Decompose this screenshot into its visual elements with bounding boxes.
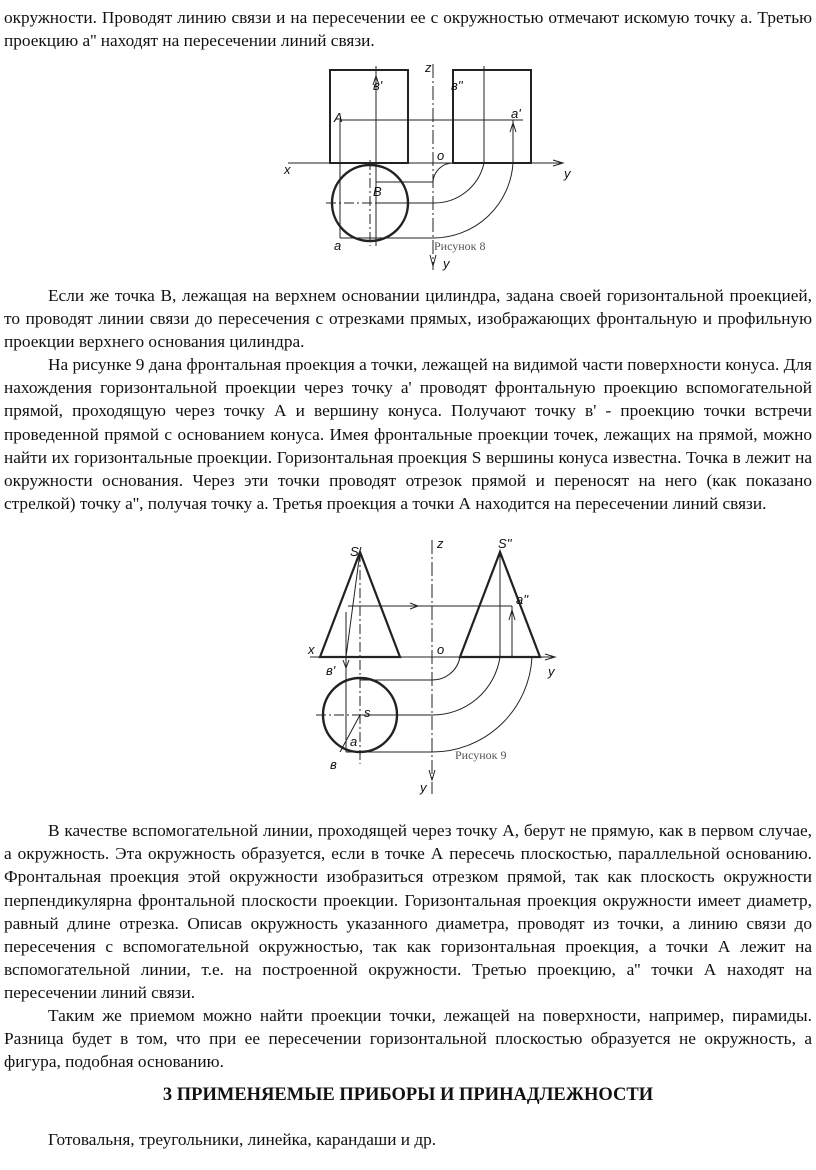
fig8-label-x: x <box>284 162 291 177</box>
fig8-label-b1: в' <box>373 78 383 93</box>
fig9-label-o: o <box>437 642 445 657</box>
fig9-label-b: в <box>330 757 337 772</box>
paragraph-pyramid: Таким же приемом можно найти проекции точки, лежащей на поверхности, например, пирамиды. Разница будет в том, что при ее пересечении горизонтальной плоскостью образуется не окружность, а фигура, подобная основанию. <box>4 1006 812 1072</box>
fig9-label-s2: S'' <box>498 536 512 551</box>
figure-9-drawing <box>300 532 570 804</box>
fig8-label-z: z <box>425 60 432 75</box>
fig8-label-b2: в'' <box>451 78 463 93</box>
figure-8-caption: Рисунок 8 <box>434 239 486 253</box>
fig8-label-y-right: y <box>564 166 571 181</box>
fig9-label-x: x <box>308 642 315 657</box>
fig9-label-a2: a'' <box>516 592 529 607</box>
fig9-label-z: z <box>437 536 444 551</box>
section-title: 3 ПРИМЕНЯЕМЫЕ ПРИБОРЫ И ПРИНАДЛЕЖНОСТИ <box>162 1085 654 1105</box>
figure-8-drawing <box>278 60 588 272</box>
fig9-label-y-right: y <box>548 664 555 679</box>
fig9-label-b1: в' <box>326 663 336 678</box>
paragraph-auxiliary-circle: В качестве вспомогательной линии, проходящей через точку А, берут не прямую, как в первом случае, а окружность. Эта окружность образуется, если в точке А пересечь плоскостью, параллельной основанию. Фронтальная проекция этой окружности изобразиться отрезком прямой, так как плоскость окружности перпендикулярна фронтальной плоскости проекции. Горизонтальная проекция окружности имеет диаметр, равный длине отрезка. Описав окружность указанного диаметра, проводят из точки, a линию связи до пересечения с вспомогательной окружностью, так как горизонтальная проекция, a точки А лежит на вспомогательной линии, т.е. на построенной окружности. Третью проекцию, a'' точки А находят на пересечении линий связи. <box>4 821 812 1003</box>
fig9-label-y-down: y <box>420 780 427 795</box>
equipment-list: Готовальня, треугольники, линейка, карандаши и др. <box>48 1130 437 1149</box>
paragraph-figure-9: На рисунке 9 дана фронтальная проекция a точки, лежащей на видимой части поверхности конуса. Для нахождения горизонтальной проекции через точку a' проводят фронтальную проекцию вспомогательной прямой, проходящую через точку А и вершину конуса. Получают точку в' - проекцию точки встречи проведенной прямой с основанием конуса. Имея фронтальные проекции точек, лежащих на прямой, можно найти их горизонтальные проекции. Горизонтальная проекция S вершины конуса известна. Точка в лежит на окружности основания. Через эти точки проводят отрезок прямой и переносят на него (как показано стрелкой) точку a'', получая точку a. Третья проекция a точки А находится на пересечении линий связи. <box>4 355 812 514</box>
fig8-label-A: A <box>334 110 343 125</box>
fig8-label-B: В <box>373 184 382 199</box>
fig8-label-y-down: y <box>443 256 450 271</box>
paragraph-continuation: окружности. Проводят линию связи и на пересечении ее с окружностью отмечают искомую точку a. Третью проекцию a'' находят на пересечении линий связи. <box>4 8 812 51</box>
fig9-label-s1: S' <box>350 544 362 559</box>
figure-9-caption: Рисунок 9 <box>455 748 507 762</box>
paragraph-point-b: Если же точка В, лежащая на верхнем основании цилиндра, задана своей горизонтальной проекцией, то проводят линии связи до пересечения с отрезками прямых, изображающих фронтальную и профильную проекции верхнего основания цилиндра. <box>4 286 812 352</box>
fig8-label-o: o <box>437 148 445 163</box>
fig9-label-s: s <box>364 705 371 720</box>
fig8-label-a1: a' <box>511 106 521 121</box>
fig8-label-a: a <box>334 238 342 253</box>
fig9-label-a: a <box>350 734 358 749</box>
